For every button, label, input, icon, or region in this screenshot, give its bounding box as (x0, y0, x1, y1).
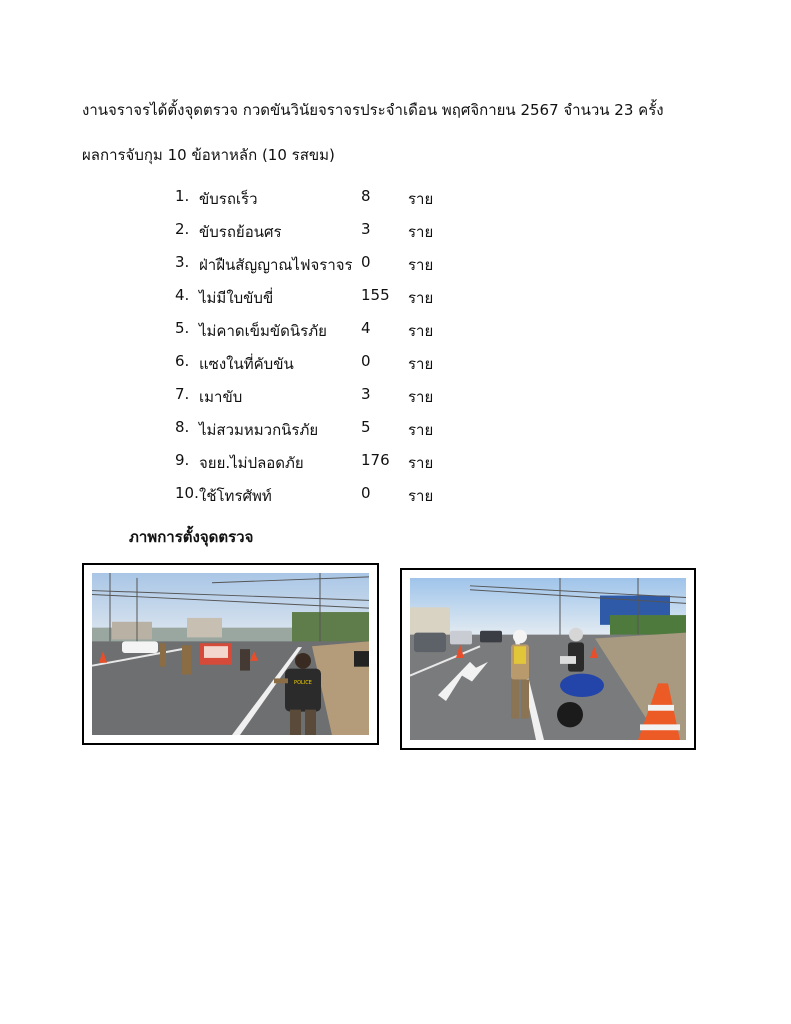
item-number: 6. (175, 352, 190, 370)
item-unit: ราย (408, 454, 434, 472)
item-count: 3 (361, 385, 371, 403)
item-label: จยย.ไม่ปลอดภัย (199, 454, 304, 472)
intro-text: งานจราจรได้ตั้งจุดตรวจ กวดขันวินัยจราจรประจำเดือน พฤศจิกายน 2567 จำนวน 23 ครั้ง (82, 101, 664, 119)
item-number: 2. (175, 220, 190, 238)
item-number: 5. (175, 319, 190, 337)
item-label: ขับรถเร็ว (199, 190, 258, 208)
item-number: 1. (175, 187, 190, 205)
checkpoint-photo-1 (82, 563, 379, 745)
police-vest-text: POLICE (294, 680, 312, 687)
item-unit: ราย (408, 388, 434, 406)
results-heading: ผลการจับกุม 10 ข้อหาหลัก (10 รสขม) (82, 146, 335, 164)
item-number: 8. (175, 418, 190, 436)
item-number: 7. (175, 385, 190, 403)
item-unit: ราย (408, 289, 434, 307)
photos-heading: ภาพการตั้งจุดตรวจ (129, 528, 254, 546)
item-count: 0 (361, 484, 371, 502)
item-unit: ราย (408, 355, 434, 373)
item-number: 10. (175, 484, 199, 502)
item-label: ฝ่าฝืนสัญญาณไฟจราจร (199, 256, 353, 274)
item-count: 0 (361, 253, 371, 271)
item-count: 8 (361, 187, 371, 205)
item-count: 3 (361, 220, 371, 238)
item-unit: ราย (408, 190, 434, 208)
item-count: 4 (361, 319, 371, 337)
item-unit: ราย (408, 223, 434, 241)
item-label: ขับรถย้อนศร (199, 223, 282, 241)
item-label: ไม่สวมหมวกนิรภัย (199, 421, 319, 439)
item-unit: ราย (408, 487, 434, 505)
item-label: ใช้โทรศัพท์ (199, 487, 272, 505)
item-count: 155 (361, 286, 390, 304)
checkpoint-photo-2 (400, 568, 696, 750)
item-label: เมาขับ (199, 388, 243, 406)
item-number: 4. (175, 286, 190, 304)
item-unit: ราย (408, 322, 434, 340)
checkpoint-photo-2-image (410, 578, 686, 740)
item-unit: ราย (408, 421, 434, 439)
item-label: ไม่คาดเข็มขัดนิรภัย (199, 322, 327, 340)
checkpoint-photo-1-image (92, 573, 369, 735)
item-count: 0 (361, 352, 371, 370)
item-number: 9. (175, 451, 190, 469)
item-count: 5 (361, 418, 371, 436)
item-label: แซงในที่คับขัน (199, 355, 294, 373)
item-count: 176 (361, 451, 390, 469)
item-label: ไม่มีใบขับขี่ (199, 289, 274, 307)
item-number: 3. (175, 253, 190, 271)
item-unit: ราย (408, 256, 434, 274)
